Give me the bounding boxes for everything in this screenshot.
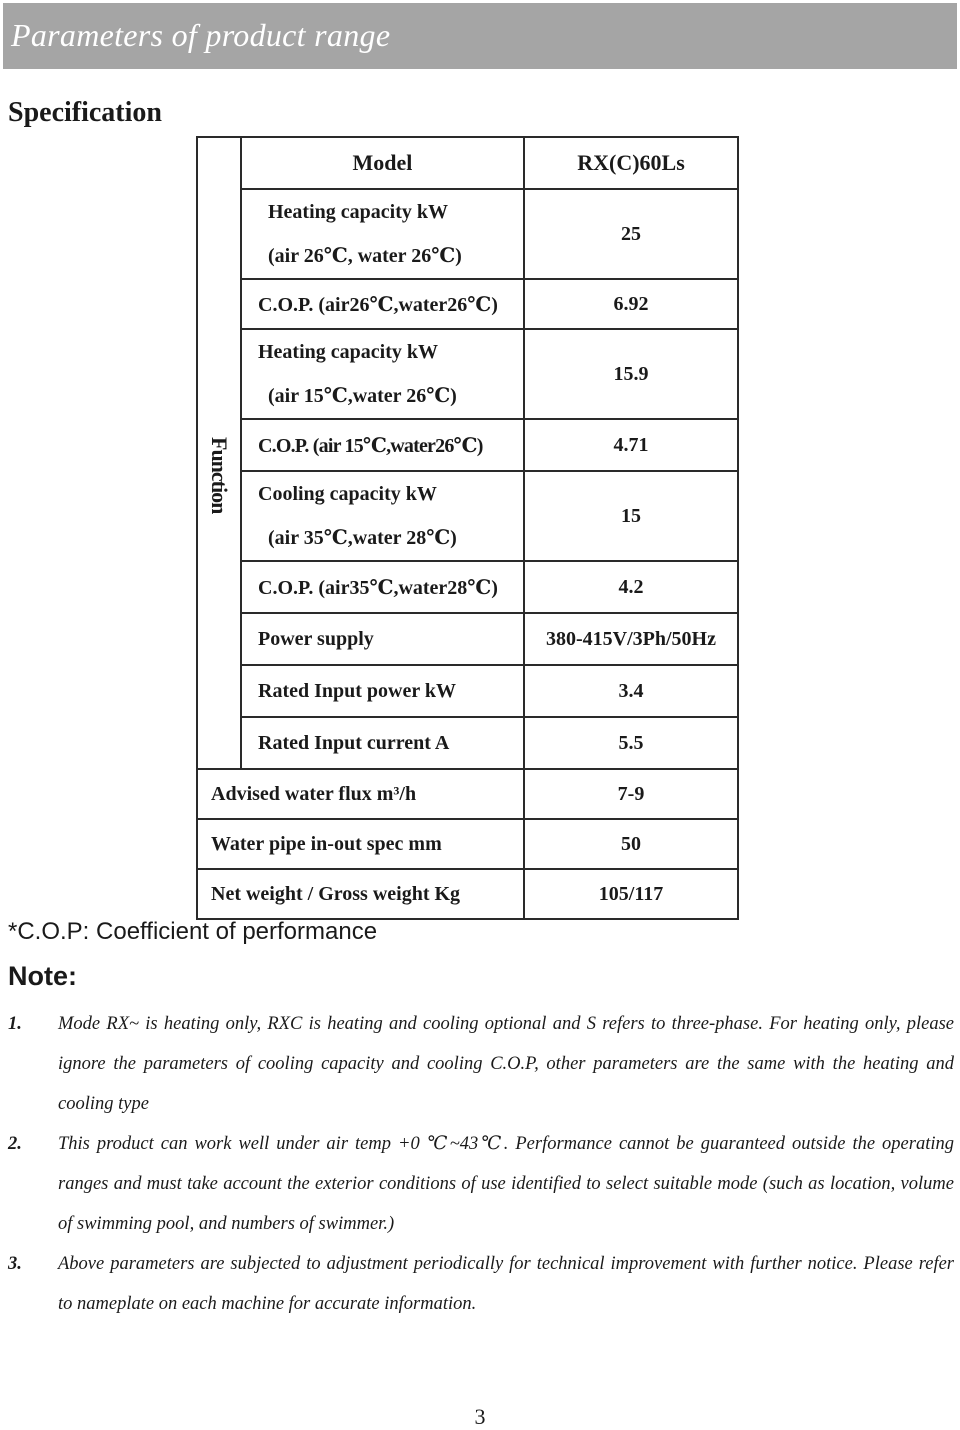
table-row-heating-air15 bbox=[197, 329, 738, 419]
row-label: Net weight / Gross weight Kg bbox=[197, 869, 524, 919]
note-title: Note: bbox=[8, 961, 77, 991]
note-number: 1. bbox=[8, 1014, 22, 1034]
model-name: RX(C)60Ls bbox=[524, 137, 738, 189]
table-row-model bbox=[197, 137, 738, 189]
row-label: Rated Input current A bbox=[241, 717, 524, 769]
section-title: Specification bbox=[8, 97, 162, 128]
row-label: Heating capacity kW (air 26℃, water 26℃) bbox=[241, 189, 524, 279]
table-row-water-pipe bbox=[197, 819, 738, 869]
row-value: 15 bbox=[524, 471, 738, 561]
header-banner bbox=[3, 3, 957, 69]
row-label: Heating capacity kW (air 15℃,water 26℃) bbox=[241, 329, 524, 419]
row-value: 4.2 bbox=[524, 561, 738, 613]
cop-footnote: *C.O.P: Coefficient of performance bbox=[8, 918, 378, 945]
row-value: 380-415V/3Ph/50Hz bbox=[524, 613, 738, 665]
row-value: 105/117 bbox=[524, 869, 738, 919]
table-row-cop-air26 bbox=[197, 279, 738, 329]
notes-list bbox=[8, 1004, 954, 1324]
row-label: C.O.P. (air26℃,water26℃) bbox=[241, 279, 524, 329]
note-item bbox=[8, 1244, 954, 1324]
note-number: 2. bbox=[8, 1134, 22, 1154]
note-text: Above parameters are subjected to adjustment periodically for technical improvement with further notice. Please refer to nameplate on each machine for accurate information. bbox=[58, 1254, 954, 1314]
row-label: Advised water flux m³/h bbox=[197, 769, 524, 819]
note-text: This product can work well under air temp +0 ℃~43℃. Performance cannot be guaranteed outside the operating ranges and must take account the exterior conditions of use identified to select suitable mode (such as location, volume of swimming pool, and numbers of swimmer.) bbox=[58, 1134, 954, 1234]
row-value: 5.5 bbox=[524, 717, 738, 769]
row-value: 15.9 bbox=[524, 329, 738, 419]
table-row-cop-air35 bbox=[197, 561, 738, 613]
row-label: Rated Input power kW bbox=[241, 665, 524, 717]
row-value: 4.71 bbox=[524, 419, 738, 471]
table-row-rated-input-power bbox=[197, 665, 738, 717]
note-text: Mode RX~ is heating only, RXC is heating and cooling optional and S refers to three-phase. For heating only, please ignore the parameters of cooling capacity and cooling C.O.P, other parameters are the same with the heating and cooling type bbox=[58, 1014, 954, 1114]
row-value: 7-9 bbox=[524, 769, 738, 819]
note-number: 3. bbox=[8, 1254, 22, 1274]
model-header: Model bbox=[241, 137, 524, 189]
table-row-rated-input-current bbox=[197, 717, 738, 769]
row-label: C.O.P. (air35℃,water28℃) bbox=[241, 561, 524, 613]
row-value: 3.4 bbox=[524, 665, 738, 717]
table-row-heating-air26 bbox=[197, 189, 738, 279]
note-item bbox=[8, 1004, 954, 1124]
function-label: Function bbox=[207, 437, 232, 514]
note-item bbox=[8, 1124, 954, 1244]
table-row-water-flux bbox=[197, 769, 738, 819]
row-value: 50 bbox=[524, 819, 738, 869]
row-value: 25 bbox=[524, 189, 738, 279]
function-group-cell bbox=[197, 189, 241, 769]
row-value: 6.92 bbox=[524, 279, 738, 329]
table-row-weight bbox=[197, 869, 738, 919]
row-label: C.O.P. (air 15℃,water26℃) bbox=[241, 419, 524, 471]
table-row-power-supply bbox=[197, 613, 738, 665]
page-title: Parameters of product range bbox=[11, 17, 391, 53]
row-label: Power supply bbox=[241, 613, 524, 665]
page-number: 3 bbox=[474, 1404, 486, 1429]
table-row-cop-air15 bbox=[197, 419, 738, 471]
spec-table bbox=[196, 136, 739, 920]
row-label: Water pipe in-out spec mm bbox=[197, 819, 524, 869]
row-label: Cooling capacity kW (air 35℃,water 28℃) bbox=[241, 471, 524, 561]
table-row-cooling-air35 bbox=[197, 471, 738, 561]
